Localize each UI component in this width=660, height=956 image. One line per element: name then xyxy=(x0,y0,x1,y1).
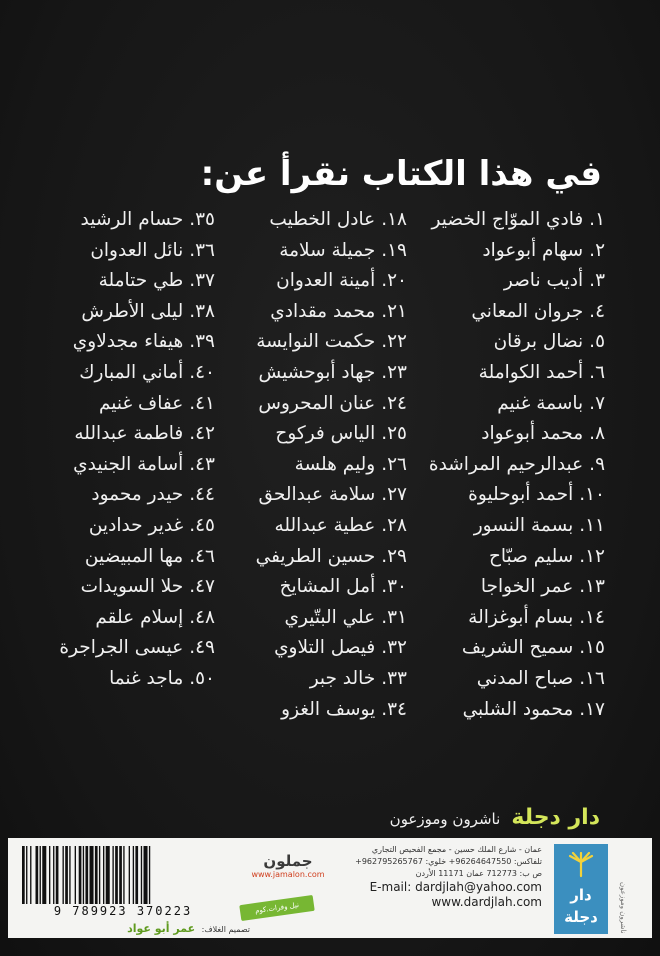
item-number: ٢١. xyxy=(381,300,407,322)
item-name: وليم هلسة xyxy=(294,453,376,475)
item-number: ٤٦. xyxy=(189,545,215,567)
item-name: سميح الشريف xyxy=(461,637,574,659)
list-item xyxy=(400,297,605,328)
item-number: ٢٩. xyxy=(381,545,407,567)
info-strip xyxy=(8,838,652,938)
list-item xyxy=(400,480,605,511)
item-number: ٣٣. xyxy=(381,667,407,689)
item-name: غدير حدادين xyxy=(88,514,184,536)
item-number: ٤١. xyxy=(189,392,215,414)
item-name: أحمد الكواملة xyxy=(478,361,584,383)
item-name: إسلام علقم xyxy=(95,606,184,628)
item-name: نائل العدوان xyxy=(90,239,184,261)
item-number: ٦. xyxy=(589,361,605,383)
item-number: ٣٤. xyxy=(381,698,407,720)
item-number: ٩. xyxy=(589,453,605,475)
item-number: ٤٢. xyxy=(189,423,215,445)
list-item xyxy=(400,695,605,726)
list-item xyxy=(25,450,215,481)
item-name: فيصل التلاوي xyxy=(274,637,376,659)
item-number: ٨. xyxy=(589,423,605,445)
item-number: ٤٧. xyxy=(189,576,215,598)
names-column-3 xyxy=(25,205,215,695)
item-name: خالد جبر xyxy=(309,667,376,689)
contact-address: عمان - شارع الملك حسين - مجمع الفحيص التجاري xyxy=(371,845,542,854)
contact-email: E-mail: dardjlah@yahoo.com xyxy=(369,880,542,894)
item-number: ١٦. xyxy=(579,667,605,689)
names-column-1 xyxy=(400,205,605,725)
item-name: بسمة النسور xyxy=(473,514,574,536)
item-number: ٣٧. xyxy=(189,270,215,292)
item-number: ٢٨. xyxy=(381,514,407,536)
list-item xyxy=(25,327,215,358)
item-number: ١٤. xyxy=(579,606,605,628)
publisher-contact xyxy=(336,844,542,910)
item-name: حيدر محمود xyxy=(91,484,184,506)
item-number: ٢٦. xyxy=(381,453,407,475)
publisher-tagline: ناشرون وموزعون xyxy=(389,810,501,828)
list-item xyxy=(202,480,407,511)
item-number: ٣١. xyxy=(381,606,407,628)
list-item xyxy=(400,389,605,420)
contact-pobox: ص ب: 712773 عمان 11171 الأردن xyxy=(415,869,542,878)
list-item xyxy=(400,419,605,450)
item-name: سليم صبّاح xyxy=(488,545,574,567)
contact-website: www.dardjlah.com xyxy=(431,895,542,909)
item-name: الياس فركوح xyxy=(275,423,376,445)
item-name: صباح المدني xyxy=(476,667,574,689)
item-name: حلا السويدات xyxy=(80,576,184,598)
item-name: جروان المعاني xyxy=(471,300,584,322)
item-number: ١٢. xyxy=(579,545,605,567)
list-item xyxy=(400,572,605,603)
item-name: حكمت النوايسة xyxy=(256,331,376,353)
list-item xyxy=(202,603,407,634)
item-number: ٢٢. xyxy=(381,331,407,353)
list-item xyxy=(25,358,215,389)
item-name: محمد مقدادي xyxy=(270,300,376,322)
item-name: عادل الخطيب xyxy=(269,209,376,230)
list-item xyxy=(25,572,215,603)
cover-designer xyxy=(20,922,250,935)
list-item xyxy=(25,511,215,542)
item-number: ٤٩. xyxy=(189,637,215,659)
item-name: عفاف غنيم xyxy=(98,392,184,414)
list-item xyxy=(202,542,407,573)
item-name: ليلى الأطرش xyxy=(81,300,184,322)
item-name: طي حتاملة xyxy=(98,270,184,292)
item-number: ٤٤. xyxy=(189,484,215,506)
list-item xyxy=(202,695,407,726)
item-name: علي البتّيري xyxy=(284,606,376,628)
list-item xyxy=(202,266,407,297)
item-number: ١٨. xyxy=(381,209,407,230)
list-item xyxy=(202,572,407,603)
item-name: محمد أبوعواد xyxy=(481,423,584,445)
designer-label: تصميم الغلاف: xyxy=(201,925,250,934)
item-number: ١٧. xyxy=(579,698,605,720)
item-name: عمر الخواجا xyxy=(480,576,574,598)
item-number: ٣٩. xyxy=(189,331,215,353)
retailer-logo xyxy=(238,852,338,892)
item-name: جهاد أبوحشيش xyxy=(258,361,376,383)
list-item xyxy=(25,419,215,450)
item-number: ٤٠. xyxy=(189,361,215,383)
list-item xyxy=(202,450,407,481)
item-name: يوسف الغزو xyxy=(281,698,376,720)
item-name: جميلة سلامة xyxy=(279,239,376,261)
list-item xyxy=(25,480,215,511)
contents-heading: في هذا الكتاب نقرأ عن: xyxy=(200,154,602,194)
list-item xyxy=(202,236,407,267)
item-number: ٣٥. xyxy=(189,209,215,230)
item-number: ٤. xyxy=(589,300,605,322)
list-item xyxy=(202,358,407,389)
item-number: ٢٠. xyxy=(381,270,407,292)
list-item xyxy=(25,542,215,573)
names-column-2 xyxy=(202,205,407,725)
item-number: ٤٨. xyxy=(189,606,215,628)
publisher-line xyxy=(390,805,600,830)
item-name: بسام أبوغزالة xyxy=(468,606,574,628)
item-number: ٥٠. xyxy=(189,667,215,689)
item-number: ٢. xyxy=(589,239,605,261)
list-item xyxy=(25,236,215,267)
item-number: ٣٨. xyxy=(189,300,215,322)
list-item xyxy=(202,633,407,664)
list-item xyxy=(400,266,605,297)
item-name: أماني المبارك xyxy=(79,361,184,383)
item-number: ٢٧. xyxy=(381,484,407,506)
isbn-number: 9 789923 370223 xyxy=(53,904,193,918)
list-item xyxy=(25,633,215,664)
item-number: ٧. xyxy=(589,392,605,414)
item-number: ١٥. xyxy=(579,637,605,659)
retailer-name: جملون xyxy=(263,852,313,870)
item-number: ٤٥. xyxy=(189,514,215,536)
item-number: ١١. xyxy=(579,514,605,536)
item-name: عطية عبدالله xyxy=(274,514,376,536)
item-name: أمل المشايخ xyxy=(279,576,376,598)
item-name: فادي الموّاج الخضير xyxy=(431,209,584,230)
list-item xyxy=(202,205,407,236)
item-number: ٢٥. xyxy=(381,423,407,445)
publisher-brand: دار دجلة xyxy=(511,805,600,830)
list-item xyxy=(400,358,605,389)
list-item xyxy=(202,419,407,450)
contact-phone: تلفاكس: 96264647550+ خلوي: 962795265767+ xyxy=(355,857,542,866)
item-name: عيسى الجراجرة xyxy=(59,637,184,659)
item-number: ١٠. xyxy=(579,484,605,506)
item-name: باسمة غنيم xyxy=(497,392,584,414)
item-number: ٣٠. xyxy=(381,576,407,598)
list-item xyxy=(25,297,215,328)
list-item xyxy=(202,664,407,695)
item-name: حسين الطريفي xyxy=(255,545,376,567)
list-item xyxy=(202,327,407,358)
item-number: ١. xyxy=(589,209,605,230)
list-item xyxy=(25,266,215,297)
list-item xyxy=(400,633,605,664)
list-item xyxy=(25,205,215,236)
item-name: محمود الشلبي xyxy=(462,698,574,720)
item-number: ٣٢. xyxy=(381,637,407,659)
item-name: أسامة الجنيدي xyxy=(73,453,184,475)
item-number: ١٣. xyxy=(579,576,605,598)
list-item xyxy=(202,511,407,542)
retailer-url: www.jamalon.com xyxy=(251,870,325,879)
item-number: ٢٣. xyxy=(381,361,407,383)
item-name: أمينة العدوان xyxy=(276,270,376,292)
list-item xyxy=(400,327,605,358)
designer-name: عمر أبو عواد xyxy=(127,922,196,935)
item-number: ٣٦. xyxy=(189,239,215,261)
item-name: مها المبيضين xyxy=(84,545,184,567)
item-number: ٥. xyxy=(589,331,605,353)
logo-text: دار دجلة xyxy=(564,886,598,926)
retailer-sticker: نيل وفرات.كوم xyxy=(239,895,315,921)
item-number: ١٩. xyxy=(381,239,407,261)
item-name: سلامة عبدالحق xyxy=(258,484,376,506)
item-name: هيفاء مجدلاوي xyxy=(72,331,184,353)
list-item xyxy=(202,389,407,420)
item-name: عبدالرحيم المراشدة xyxy=(428,453,584,475)
item-name: أديب ناصر xyxy=(503,270,584,292)
list-item xyxy=(400,205,605,236)
logo-vertical-tagline: ناشرون وموزعون xyxy=(619,882,627,934)
item-name: أحمد أبوحليوة xyxy=(468,484,574,506)
list-item xyxy=(202,297,407,328)
list-item xyxy=(25,389,215,420)
palm-tree-icon xyxy=(567,852,595,878)
item-number: ٤٣. xyxy=(189,453,215,475)
list-item xyxy=(400,664,605,695)
item-name: نضال برقان xyxy=(493,331,584,353)
barcode-image xyxy=(18,846,228,904)
item-name: ماجد غنما xyxy=(109,667,184,689)
list-item xyxy=(25,664,215,695)
list-item xyxy=(25,603,215,634)
list-item xyxy=(400,542,605,573)
item-name: سهام أبوعواد xyxy=(482,239,584,261)
item-name: فاطمة عبدالله xyxy=(74,423,184,445)
list-item xyxy=(400,603,605,634)
item-name: حسام الرشيد xyxy=(80,209,184,230)
list-item xyxy=(400,511,605,542)
list-item xyxy=(400,236,605,267)
item-number: ٣. xyxy=(589,270,605,292)
list-item xyxy=(400,450,605,481)
item-name: عنان المحروس xyxy=(258,392,376,414)
publisher-logo xyxy=(554,844,608,934)
item-number: ٢٤. xyxy=(381,392,407,414)
